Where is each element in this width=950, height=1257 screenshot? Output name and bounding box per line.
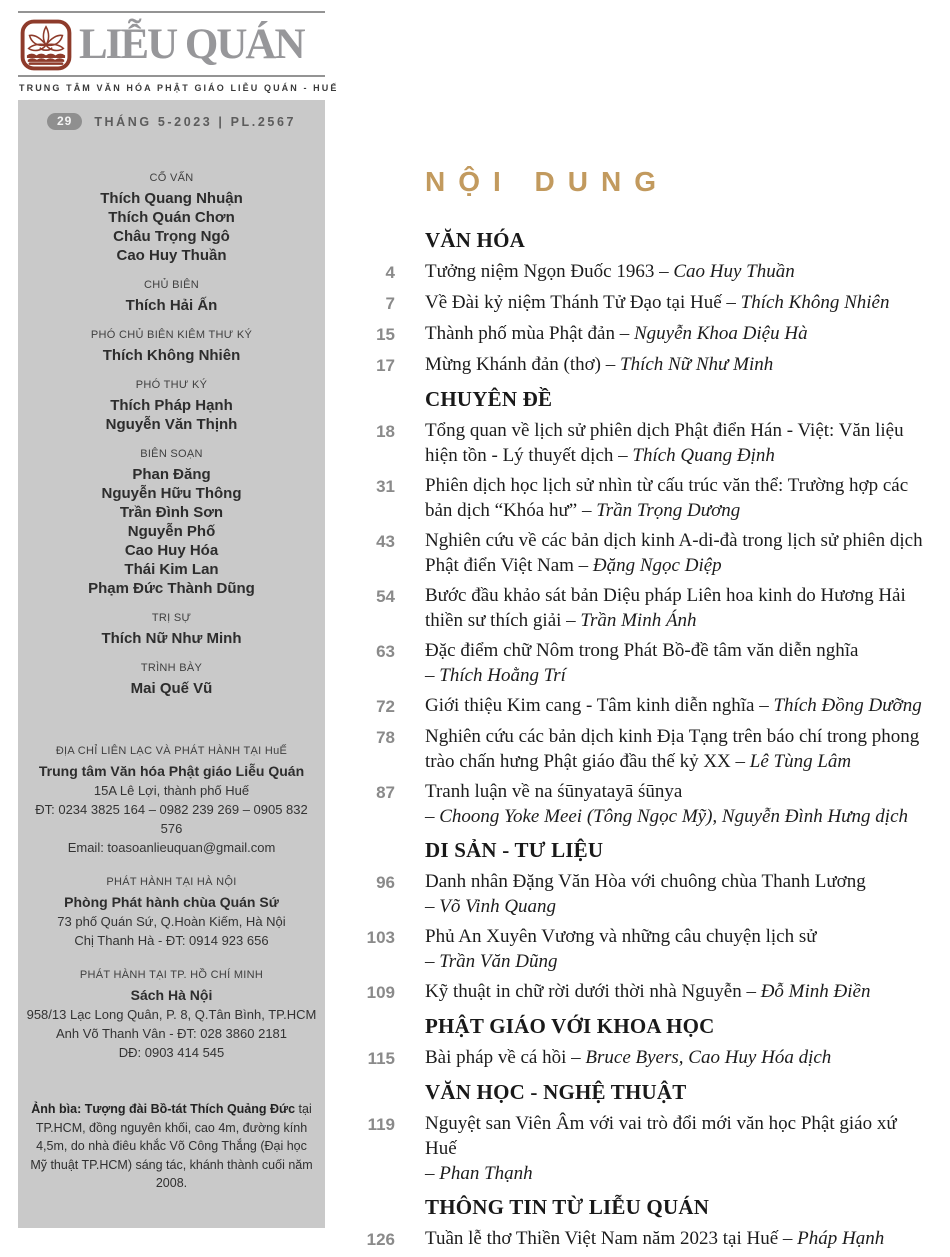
toc-entry-text: Tuần lễ thơ Thiền Việt Nam năm 2023 tại Huế – Pháp Hạnh [425,1228,885,1249]
contact-name: Sách Hà Nội [130,987,213,1003]
toc-entry-text: Bài pháp về cá hồi – Bruce Byers, Cao Huy Hóa dịch [425,1047,832,1068]
toc-entry-text: Về Đài kỷ niệm Thánh Tử Đạo tại Huế – Thích Không Nhiên [425,292,890,313]
toc-entry-author: – Trần Văn Dũng [425,951,558,972]
staff-name: Cao Huy Hóa [124,542,219,559]
contact-name: Trung tâm Văn hóa Phật giáo Liễu Quán [38,763,305,779]
toc-entry [345,979,933,1005]
toc-entry [345,924,933,974]
toc-section [345,387,933,829]
staff-section [18,662,325,698]
magazine-tagline: TRUNG TÂM VĂN HÓA PHẬT GIÁO LIỄU QUÁN - HUẾ [19,83,339,93]
toc-entry [345,638,933,688]
toc-entry-text: Nghiên cứu các bản dịch kinh Địa Tạng trên báo chí trong phong trào chấn hưng Phật giáo đầu thế kỷ XX – Lê Tùng Lâm [425,726,920,772]
toc-entry [345,1226,933,1252]
toc-entry-text: Đặc điểm chữ Nôm trong Phát Bồ-đề tâm văn diễn nghĩa – Thích Hoằng Trí [425,640,859,686]
staff-role-heading: TRÌNH BÀY [140,662,203,674]
toc-entry [345,869,933,919]
contact-name: Phòng Phát hành chùa Quán Sứ [64,894,279,910]
toc-entry-text: Giới thiệu Kim cang - Tâm kinh diễn nghĩa – Thích Đồng Dưỡng [425,695,922,716]
contact-detail-line: DĐ: 0903 414 545 [118,1045,225,1060]
staff-name: Thích Hải Ấn [125,297,218,314]
staff-name: Phạm Đức Thành Dũng [88,580,255,597]
toc-entry-author: – Thích Hoằng Trí [425,665,566,686]
staff-role-heading: CỐ VẤN [149,172,194,184]
toc-section-heading: PHẬT GIÁO VỚI KHOA HỌC [425,1014,715,1038]
staff-role-heading: TRỊ SỰ [151,612,192,624]
staff-name: Nguyễn Hữu Thông [101,485,242,502]
toc-section [345,228,933,378]
staff-name: Mai Quế Vũ [130,680,213,697]
contact-detail-line: Anh Võ Thanh Vân - ĐT: 028 3860 2181 [55,1026,288,1041]
staff-name: Phan Đăng [132,466,211,483]
toc-entry-author: – Choong Yoke Meei (Tông Ngọc Mỹ), Nguyễn Đình Hưng dịch [425,806,909,827]
toc-page-number: 31 [376,477,395,496]
toc-entry [345,528,933,578]
contact-heading: PHÁT HÀNH TẠI HÀ NỘI [106,876,237,888]
toc-page-number: 119 [367,1115,395,1134]
lotus-icon [20,19,72,71]
toc-page-number: 17 [376,356,395,375]
toc-entry [345,418,933,468]
staff-name: Thích Không Nhiên [102,347,241,364]
toc-page-number: 115 [367,1049,395,1068]
toc-entry-author: – Cao Huy Thuần [654,261,795,282]
toc-section [345,1014,933,1071]
toc-section [345,838,933,1005]
staff-sections [18,172,325,698]
toc-entry-author: – Đỗ Minh Điền [741,981,871,1002]
toc-entry-text: Danh nhân Đặng Văn Hòa với chuông chùa Thanh Lương – Võ Vinh Quang [425,871,866,917]
contact-section [18,876,325,950]
cover-note-rest: tại TP.HCM, đồng nguyên khối, cao 4m, đường kính 4,5m, do nhà điêu khắc Võ Công Thắng (Đại học Mỹ thuật TP.HCM) sáng tác, khánh thành cuối năm 2008. [30,1102,313,1190]
staff-name: Nguyễn Phố [127,523,216,540]
staff-section [18,172,325,265]
magazine-title: LIỄU QUÁN [79,21,304,68]
toc-entry-author: – Thích Đồng Dưỡng [754,695,922,716]
table-of-contents [345,166,933,1257]
toc-entry [345,779,933,829]
logo-row [18,13,325,75]
toc-entry-text: Phiên dịch học lịch sử nhìn từ cấu trúc văn thể: Trường hợp các bản dịch “Khóa hư” – Trần Trọng Dương [425,475,909,521]
cover-note-bold: Ảnh bìa: Tượng đài Bồ-tát Thích Quảng Đức [31,1102,296,1116]
toc-entry-author: – Trần Trọng Dương [577,500,741,521]
toc-page-number: 72 [376,697,395,716]
toc-entry-author: – Phan Thạnh [425,1163,533,1184]
toc-section [345,1080,933,1186]
toc-page-number: 63 [376,642,395,661]
toc-entry [345,583,933,633]
staff-role-heading: PHÓ CHỦ BIÊN KIÊM THƯ KÝ [90,329,253,341]
toc-page-number: 18 [376,422,395,441]
toc-entry-text: Bước đầu khảo sát bản Diệu pháp Liên hoa kinh do Hương Hải thiền sư thích giải – Trần Minh Ánh [425,585,906,631]
toc-entry-author: – Bruce Byers, Cao Huy Hóa dịch [566,1047,832,1068]
staff-name: Thích Pháp Hạnh [110,397,233,414]
toc-entry [345,259,933,285]
staff-section [18,279,325,315]
issue-bar [18,113,325,130]
toc-page-number: 96 [376,873,395,892]
staff-section [18,329,325,365]
toc-entry-author: – Lê Tùng Lâm [730,751,852,772]
sidebar-panel [18,100,325,1228]
staff-name: Thích Quang Nhuận [100,190,243,207]
staff-name: Châu Trọng Ngô [113,228,230,245]
toc-page-number: 4 [385,263,395,282]
toc-entry [345,1111,933,1186]
staff-section [18,612,325,648]
toc-section-heading: THÔNG TIN TỪ LIỄU QUÁN [425,1195,710,1219]
staff-name: Trần Đình Sơn [119,504,224,521]
toc-entry [345,290,933,316]
toc-entry-text: Tưởng niệm Ngọn Đuốc 1963 – Cao Huy Thuần [425,261,795,282]
toc-entry-author: – Thích Quang Định [613,445,775,466]
contact-sections [18,745,325,1062]
toc-entry [345,1045,933,1071]
toc-page-number: 43 [376,532,395,551]
staff-name: Cao Huy Thuần [116,247,227,264]
toc-entry [345,473,933,523]
toc-entry [345,321,933,347]
staff-name: Thích Quán Chơn [108,209,235,226]
toc-page-number: 7 [385,294,395,313]
toc-page-number: 54 [376,587,395,606]
toc-entry-text: Phủ An Xuyên Vương và những câu chuyện lịch sử – Trần Văn Dũng [425,926,817,972]
staff-name: Thích Nữ Như Minh [101,630,242,647]
toc-entry-author: – Thích Nữ Như Minh [601,354,774,375]
toc-entry-text: Tổng quan về lịch sử phiên dịch Phật điển Hán - Việt: Văn liệu hiện tồn - Lý thuyết dịch – Thích Quang Định [425,420,904,466]
toc-section-heading: DI SẢN - TƯ LIỆU [425,838,604,862]
masthead [18,0,339,93]
contact-detail-line: Email: toasoanlieuquan@gmail.com [67,840,276,855]
toc-section-heading: VĂN HÓA [425,228,525,252]
staff-role-heading: BIÊN SOẠN [140,448,203,460]
contact-detail-line: 15A Lê Lợi, thành phố Huế [93,783,250,798]
staff-role-heading: PHÓ THƯ KÝ [135,379,208,391]
toc-section-heading: VĂN HỌC - NGHỆ THUẬT [425,1080,687,1104]
toc-entry-author: – Đặng Ngọc Diệp [573,555,722,576]
issue-number-badge: 29 [47,113,82,130]
toc-title: NỘI DUNG [425,166,669,197]
staff-name: Nguyễn Văn Thịnh [105,416,238,433]
contact-heading: ĐỊA CHỈ LIÊN LẠC VÀ PHÁT HÀNH TẠI HuẾ [55,745,288,757]
toc-entry-text: Thành phố mùa Phật đản – Nguyễn Khoa Diệu Hà [425,323,808,344]
toc-page-number: 87 [376,783,395,802]
staff-section [18,448,325,598]
toc-entry-author: – Võ Vinh Quang [425,896,557,917]
toc-entry [345,724,933,774]
toc-section [345,1195,933,1252]
toc-entry-text: Tranh luận về na śūnyatayā śūnya – Choong Yoke Meei (Tông Ngọc Mỹ), Nguyễn Đình Hưng dịch [425,781,909,827]
contact-section [18,969,325,1062]
toc-page-number: 109 [366,983,395,1002]
contact-detail-line: Chị Thanh Hà - ĐT: 0914 923 656 [74,933,269,948]
staff-role-heading: CHỦ BIÊN [144,279,199,291]
toc-section-heading: CHUYÊN ĐỀ [425,387,553,411]
toc-entry-text: Mừng Khánh đản (thơ) – Thích Nữ Như Minh [425,354,774,375]
toc-entry-text: Kỹ thuật in chữ rời dưới thời nhà Nguyễn – Đỗ Minh Điền [425,981,871,1002]
toc-page-number: 78 [376,728,395,747]
contact-detail-line: 73 phố Quán Sứ, Q.Hoàn Kiếm, Hà Nội [57,914,286,929]
toc-sections [345,228,933,1252]
staff-section [18,379,325,434]
toc-entry [345,693,933,719]
toc-entry-text: Nguyệt san Viên Âm với vai trò đổi mới văn học Phật giáo xứ Huế – Phan Thạnh [425,1113,897,1184]
staff-name: Thái Kim Lan [124,561,219,578]
toc-page-number: 15 [376,325,395,344]
toc-entry [345,352,933,378]
contact-heading: PHÁT HÀNH TẠI TP. HỒ CHÍ MINH [79,969,264,981]
toc-entry-author: – Trần Minh Ánh [561,610,697,631]
toc-entry-author: – Nguyễn Khoa Diệu Hà [614,323,808,344]
contact-section [18,745,325,857]
toc-page-number: 103 [366,928,395,947]
contact-detail-line: 958/13 Lạc Long Quân, P. 8, Q.Tân Bình, TP.HCM [26,1007,317,1022]
toc-entry-text: Nghiên cứu về các bản dịch kinh A-di-đà trong lịch sử phiên dịch Phật điển Việt Nam – Đặng Ngọc Diệp [425,530,923,576]
toc-entry-author: – Pháp Hạnh [778,1228,885,1249]
contact-detail-line: ĐT: 0234 3825 164 – 0982 239 269 – 0905 832 576 [35,802,308,836]
issue-date-label: THÁNG 5-2023 | PL.2567 [94,114,297,129]
cover-photo-note [18,1100,325,1193]
toc-page-number: 126 [366,1230,395,1249]
toc-entry-author: – Thích Không Nhiên [721,292,890,313]
